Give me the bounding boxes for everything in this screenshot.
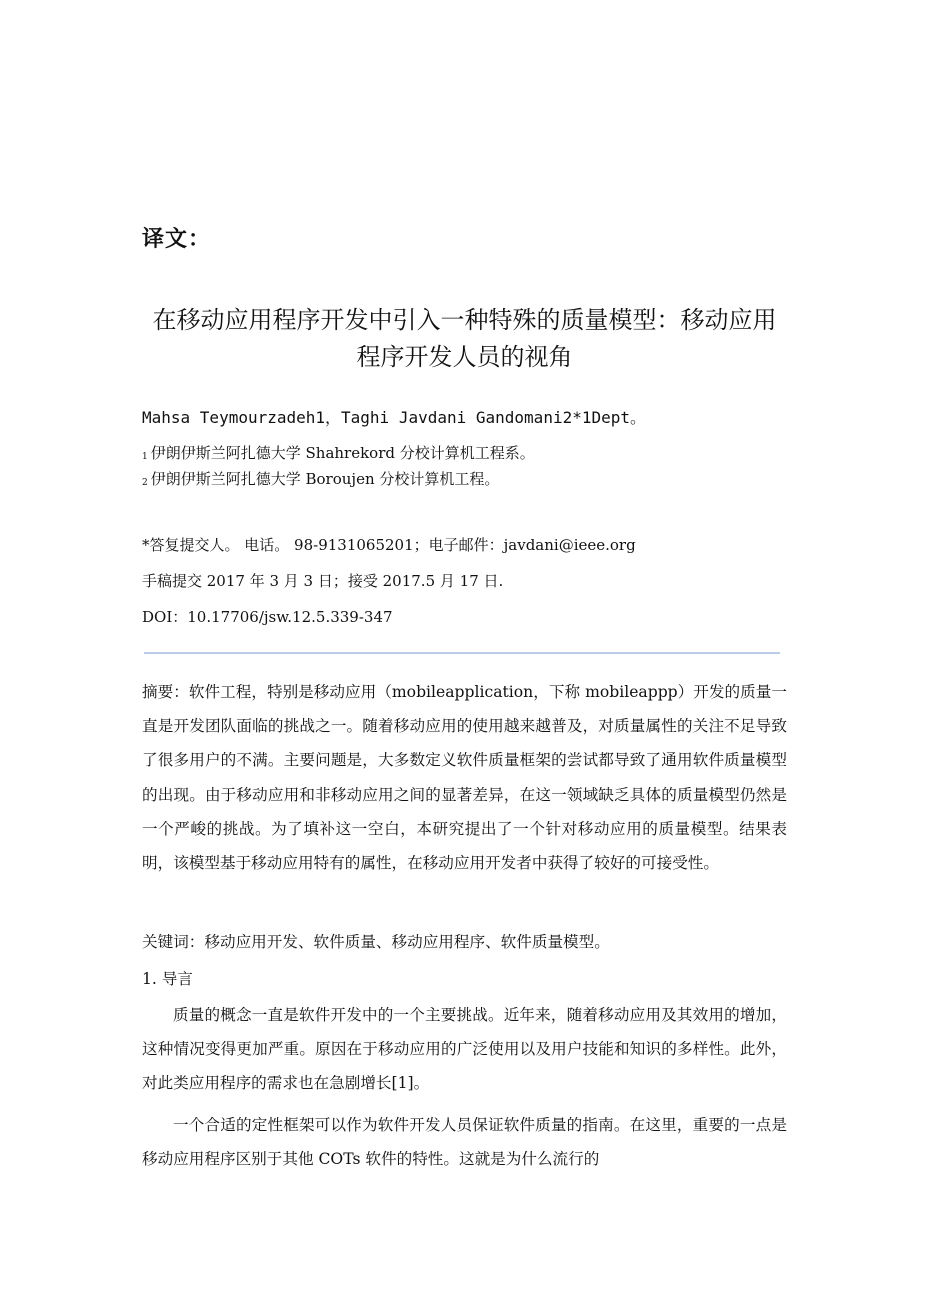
- affiliation-text: 伊朗伊斯兰阿扎德大学 Shahrekord 分校计算机工程系。: [150, 444, 535, 462]
- paragraph: 质量的概念一直是软件开发中的一个主要挑战。近年来，随着移动应用及其效用的增加，这种情况变得更加严重。原因在于移动应用的广泛使用以及用户技能和知识的多样性。此外，对此类应用程序的需求也在急剧增长[1]。: [142, 1006, 787, 1093]
- header-divider: [144, 652, 780, 654]
- author-list: Mahsa Teymourzadeh1，Taghi Javdani Gandomani2*1Dept。: [142, 408, 647, 427]
- section-heading-introduction: 1. 导言: [142, 970, 194, 988]
- doi: DOI：10.17706/jsw.12.5.339-347: [142, 608, 393, 626]
- affiliation-1: [142, 442, 535, 463]
- manuscript-dates: 手稿提交 2017 年 3 月 3 日；接受 2017.5 月 17 日.: [142, 572, 504, 590]
- paper-title-line-2: 程序开发人员的视角: [356, 343, 573, 371]
- section-label: 译文：: [142, 227, 212, 252]
- affiliation-2: [142, 468, 499, 489]
- affiliation-text: 伊朗伊斯兰阿扎德大学 Boroujen 分校计算机工程。: [150, 470, 500, 488]
- paper-title: [142, 302, 787, 376]
- abstract: 摘要：软件工程，特别是移动应用（mobileapplication，下称 mobileappp）开发的质量一直是开发团队面临的挑战之一。随着移动应用的使用越来越普及，对质量属性的关注不足导致了很多用户的不满。主要问题是，大多数定义软件质量框架的尝试都导致了通用软件质量模型的出现。由于移动应用和非移动应用之间的显著差异，在这一领域缺乏具体的质量模型仍然是一个严峻的挑战。为了填补这一空白，本研究提出了一个针对移动应用的质量模型。结果表明，该模型基于移动应用特有的属性，在移动应用开发者中获得了较好的可接受性。: [142, 683, 787, 873]
- affiliation-mark: 1: [142, 452, 148, 462]
- paper-title-line-1: 在移动应用程序开发中引入一种特殊的质量模型：移动应用: [152, 306, 777, 334]
- paragraph: 一个合适的定性框架可以作为软件开发人员保证软件质量的指南。在这里，重要的一点是移动应用程序区别于其他 COTs 软件的特性。这就是为什么流行的: [142, 1116, 787, 1169]
- corresponding-author: *答复提交人。 电话。 98-9131065201；电子邮件：javdani@ieee.org: [142, 536, 636, 554]
- affiliation-mark: 2: [142, 478, 148, 488]
- keywords: 关键词：移动应用开发、软件质量、移动应用程序、软件质量模型。: [142, 933, 610, 951]
